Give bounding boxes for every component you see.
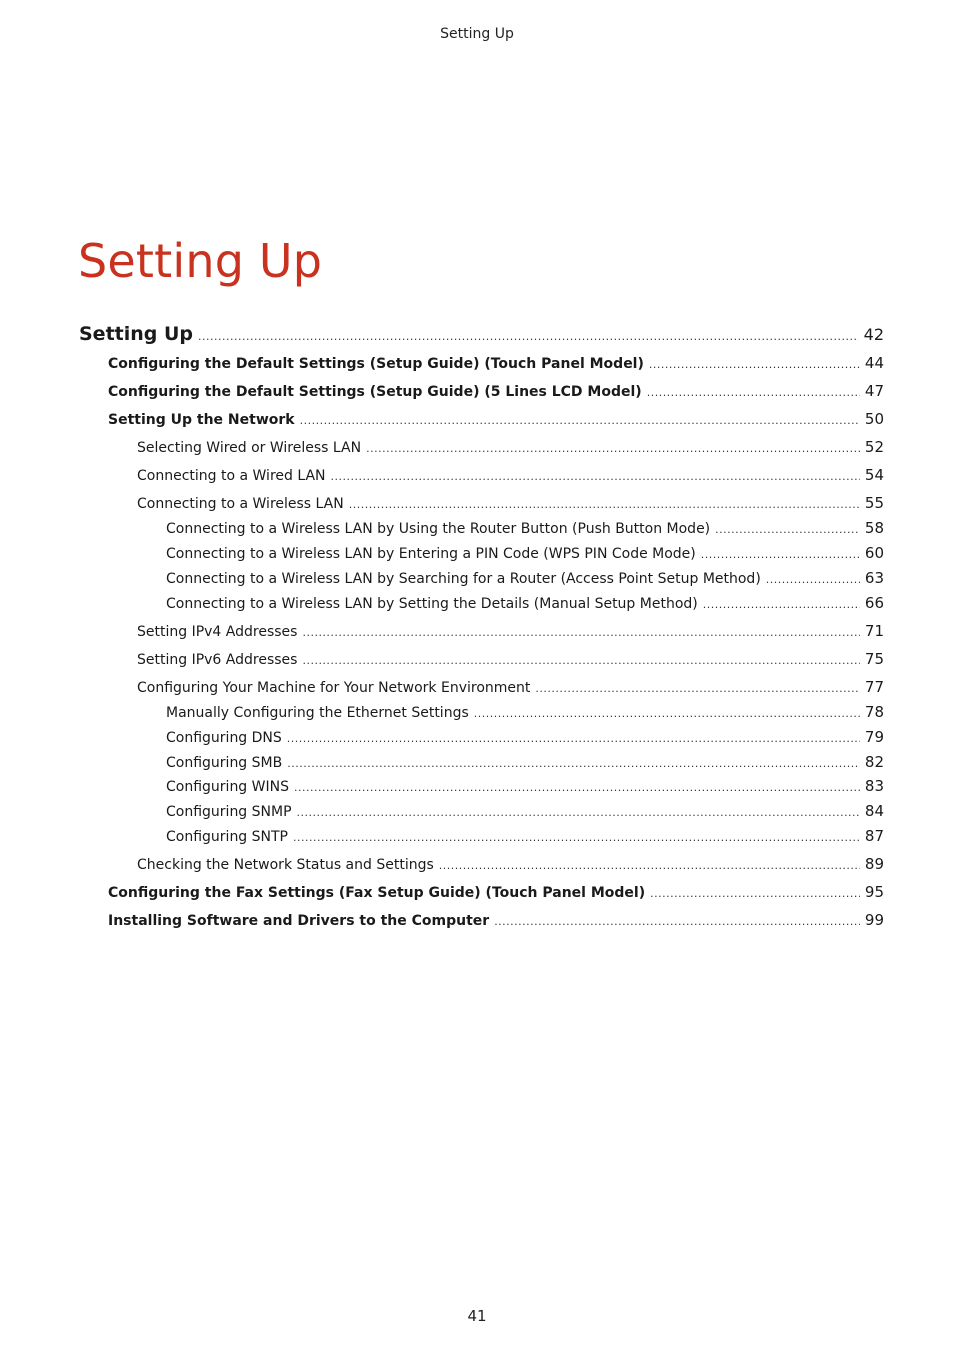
toc-entry-label: Setting IPv6 Addresses [137,652,298,668]
toc-dot-leader [535,682,860,695]
toc-dot-leader [474,707,860,720]
toc-dot-leader [703,598,860,611]
toc-dot-leader [366,442,860,455]
toc-entry-page-number: 89 [864,855,884,873]
toc-dot-leader [293,831,860,844]
toc-entry[interactable] [166,802,884,821]
toc-entry-label: Setting IPv4 Addresses [137,624,298,640]
toc-entry[interactable] [166,753,884,772]
toc-dot-leader [701,548,860,561]
toc-dot-leader [294,781,860,794]
toc-dot-leader [287,732,860,745]
toc-entry-page-number: 60 [864,544,884,562]
toc-entry[interactable] [137,466,884,485]
toc-dot-leader [647,386,860,399]
toc-entry-page-number: 42 [863,325,884,344]
toc-entry-page-number: 55 [864,494,884,512]
toc-entry-label: Installing Software and Drivers to the Computer [108,913,490,929]
toc-entry-label: Checking the Network Status and Settings [137,857,434,873]
toc-entry-page-number: 79 [864,728,884,746]
toc-entry-label: Connecting to a Wireless LAN by Searching for a Router (Access Point Setup Method) [166,571,761,587]
toc-entry-page-number: 50 [864,410,884,428]
toc-entry-page-number: 82 [864,753,884,771]
toc-entry-page-number: 87 [864,827,884,845]
toc-entry[interactable] [166,827,884,846]
toc-entry-label: Configuring Your Machine for Your Network Environment [137,680,531,696]
toc-entry[interactable] [108,911,884,930]
toc-entry-page-number: 77 [864,678,884,696]
toc-dot-leader [766,573,860,586]
toc-entry[interactable] [137,855,884,874]
toc-entry-label: Connecting to a Wired LAN [137,468,326,484]
toc-entry-page-number: 95 [864,883,884,901]
toc-entry-page-number: 58 [864,519,884,537]
toc-entry-page-number: 47 [864,382,884,400]
toc-entry[interactable] [137,678,884,697]
toc-entry-label: Connecting to a Wireless LAN by Setting the Details (Manual Setup Method) [166,596,698,612]
toc-entry-label: Connecting to a Wireless LAN [137,496,344,512]
toc-entry-page-number: 63 [864,569,884,587]
toc-entry[interactable] [108,354,884,373]
toc-dot-leader [349,498,860,511]
page-number: 41 [467,1307,487,1325]
toc-dot-leader [439,859,860,872]
toc-entry[interactable] [166,728,884,747]
toc-dot-leader [331,470,860,483]
toc-dot-leader [287,757,860,770]
toc-entry-label: Configuring the Fax Settings (Fax Setup Guide) (Touch Panel Model) [108,885,646,901]
toc-dot-leader [297,806,860,819]
toc-entry-label: Connecting to a Wireless LAN by Using the Router Button (Push Button Mode) [166,521,711,537]
toc-entry-page-number: 54 [864,466,884,484]
toc-dot-leader [494,915,860,928]
toc-entry-page-number: 83 [864,777,884,795]
toc-entry[interactable] [137,494,884,513]
toc-entry[interactable] [166,519,884,538]
toc-entry[interactable] [166,569,884,588]
toc-dot-leader [302,626,859,639]
toc-entry[interactable] [166,777,884,796]
toc-entry[interactable] [137,650,884,669]
toc-entry-label: Configuring DNS [166,730,282,746]
toc-dot-leader [198,330,859,343]
toc-entry-page-number: 44 [864,354,884,372]
toc-entry-label: Configuring SNMP [166,804,292,820]
toc-entry[interactable] [137,438,884,457]
toc-entry-label: Configuring the Default Settings (Setup Guide) (Touch Panel Model) [108,356,644,372]
toc-entry-page-number: 66 [864,594,884,612]
chapter-title: Setting Up [78,234,323,288]
toc-dot-leader [649,358,860,371]
toc-entry-label: Selecting Wired or Wireless LAN [137,440,362,456]
toc-entry[interactable] [108,883,884,902]
toc-entry[interactable] [108,382,884,401]
toc-entry[interactable] [166,594,884,613]
toc-entry-label: Connecting to a Wireless LAN by Entering a PIN Code (WPS PIN Code Mode) [166,546,696,562]
toc-dot-leader [650,887,860,900]
toc-entry-label: Configuring SNTP [166,829,289,845]
toc-entry[interactable] [137,622,884,641]
toc-entry-page-number: 99 [864,911,884,929]
toc-entry[interactable] [108,410,884,429]
toc-dot-leader [300,414,860,427]
toc-entry[interactable] [166,544,884,563]
toc-entry-label: Configuring SMB [166,755,283,771]
toc-entry[interactable] [166,703,884,722]
toc-entry-page-number: 52 [864,438,884,456]
toc-dot-leader [302,654,859,667]
toc-entry-page-number: 84 [864,802,884,820]
toc-entry-page-number: 71 [864,622,884,640]
toc-entry-label: Manually Configuring the Ethernet Settings [166,705,469,721]
toc-entry[interactable] [79,323,884,346]
toc-entry-page-number: 78 [864,703,884,721]
running-header: Setting Up [440,26,514,42]
toc-entry-label: Configuring the Default Settings (Setup Guide) (5 Lines LCD Model) [108,384,642,400]
toc-entry-label: Configuring WINS [166,779,289,795]
toc-entry-label: Setting Up [79,323,194,345]
toc-entry-page-number: 75 [864,650,884,668]
toc-dot-leader [715,523,860,536]
toc-entry-label: Setting Up the Network [108,412,295,428]
